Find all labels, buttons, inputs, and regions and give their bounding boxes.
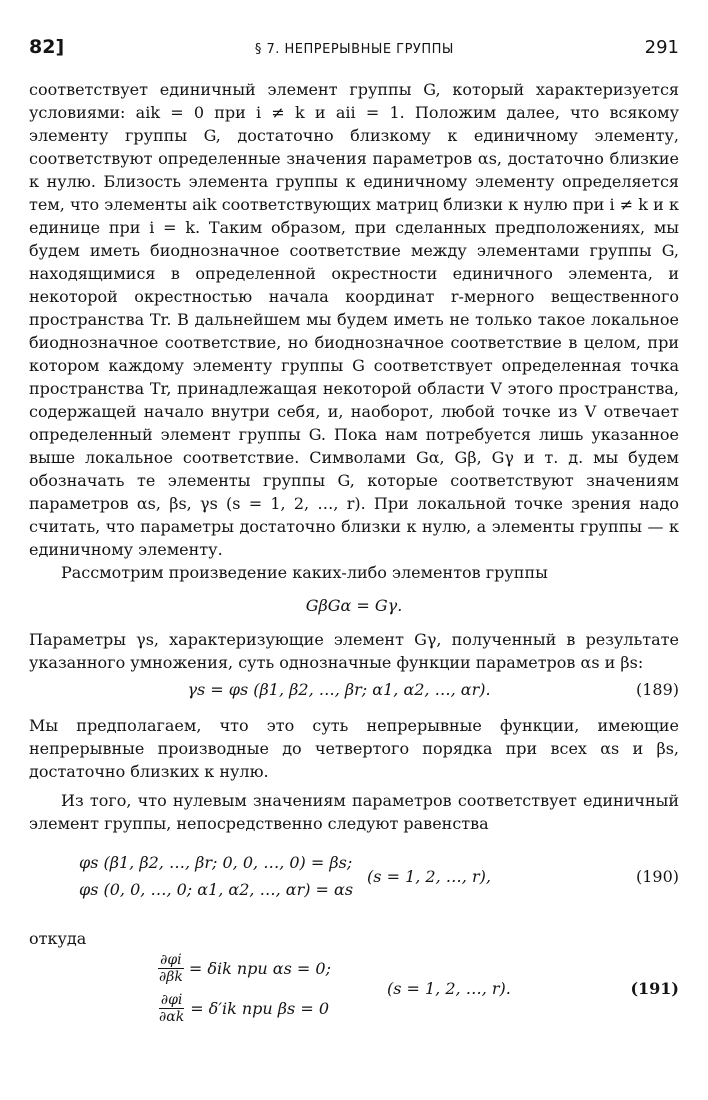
- chapter-title: § 7. НЕПРЕРЫВНЫЕ ГРУППЫ: [254, 42, 454, 57]
- running-header: [29, 36, 679, 66]
- product-formula: GβGα = Gγ.: [305, 596, 403, 615]
- body-text: [29, 78, 679, 1028]
- paragraph-4: Мы предполагаем, что это суть непрерывные функции, имеющие непрерывные производные до четвертого порядка при всех αs и βs, достаточно близких к нулю.: [29, 716, 679, 781]
- equation-191-condition: (s = 1, 2, …, r).: [386, 978, 511, 998]
- paragraph-6: откуда: [29, 929, 87, 948]
- equation-189: [29, 674, 679, 704]
- equation-190-line-1: φs (β1, β2, …, βr; 0, 0, …, 0) = βs;: [79, 853, 353, 872]
- paragraph-1: соответствует единичный элемент группы G, который характеризуется условиями: aik = 0 при i ≠ k и aii = 1. Положим далее, что всякому элементу группы G, достаточно близкому к единичному элементу, соответствуют определенные значения параметров αs, достаточно близкие к нулю. Близость элемента группы к единичному элементу определяется тем, что элементы aik соответствующих матриц близки к нулю при i ≠ k и к единице при i = k. Таким образом, при сделанных предположениях, мы будем иметь биоднозначное соответствие между элементами группы G, находящимися в определенной окрестности единичного элемента, и некоторой окрестностью начала координат r-мерного вещественного пространства Tr. В дальнейшем мы будем иметь не только такое локальное биоднозначное соответствие, но биоднозначное соответствие в целом, при котором каждому элементу группы G соответствует определенная точка пространства Tr, принадлежащая некоторой области V этого пространства, содержащей начало внутри себя, и, наоборот, любой точке из V отвечает определенный элемент группы G. Пока нам потребуется лишь указанное выше локальное соответствие. Символами Gα, Gβ, Gγ и т. д. мы будем обозначать те элементы группы G, которые соответствуют значениям параметров αs, βs, γs (s = 1, 2, …, r). При локальной точке зрения надо считать, что параметры достаточно близки к нулю, а элементы группы — к единичному элементу.: [29, 80, 679, 559]
- equation-191-number: (191): [630, 978, 679, 998]
- equation-191: [29, 948, 679, 1028]
- equation-190: [29, 843, 679, 909]
- paragraph-5: Из того, что нулевым значениям параметров соответствует единичный элемент группы, непосредственно следуют равенства: [29, 791, 679, 833]
- equation-191-lines: [29, 948, 331, 1028]
- derivative-fraction: $\frac{\partial\varphi i}{\partial\beta k}$: [159, 951, 183, 985]
- equation-190-condition: (s = 1, 2, …, r),: [367, 866, 491, 886]
- equation-191-line-2: $\frac{\partial\varphi i}{\partial\alpha k}$ = δ′ik при βs = 0: [159, 991, 329, 1025]
- section-number: 82]: [29, 36, 65, 58]
- equation-190-number: (190): [635, 866, 679, 886]
- paragraph-2: Рассмотрим произведение каких-либо элементов группы: [61, 563, 548, 582]
- equation-191-line-1: $\frac{\partial\varphi i}{\partial\beta k}$ = δik при αs = 0;: [159, 951, 331, 985]
- derivative-fraction: $\frac{\partial\varphi i}{\partial\alpha k}$: [159, 991, 185, 1025]
- equation-190-lines: [29, 849, 353, 903]
- equation-189-expr: γs = φs (β1, β2, …, βr; α1, α2, …, αr).: [187, 679, 491, 699]
- equation-189-number: (189): [635, 679, 679, 699]
- paragraph-3: Параметры γs, характеризующие элемент Gγ, полученный в результате указанного умножения, суть однозначные функции параметров αs и βs:: [29, 630, 679, 672]
- page-number: 291: [644, 37, 679, 58]
- equation-190-line-2: φs (0, 0, …, 0; α1, α2, …, αr) = αs: [79, 880, 354, 899]
